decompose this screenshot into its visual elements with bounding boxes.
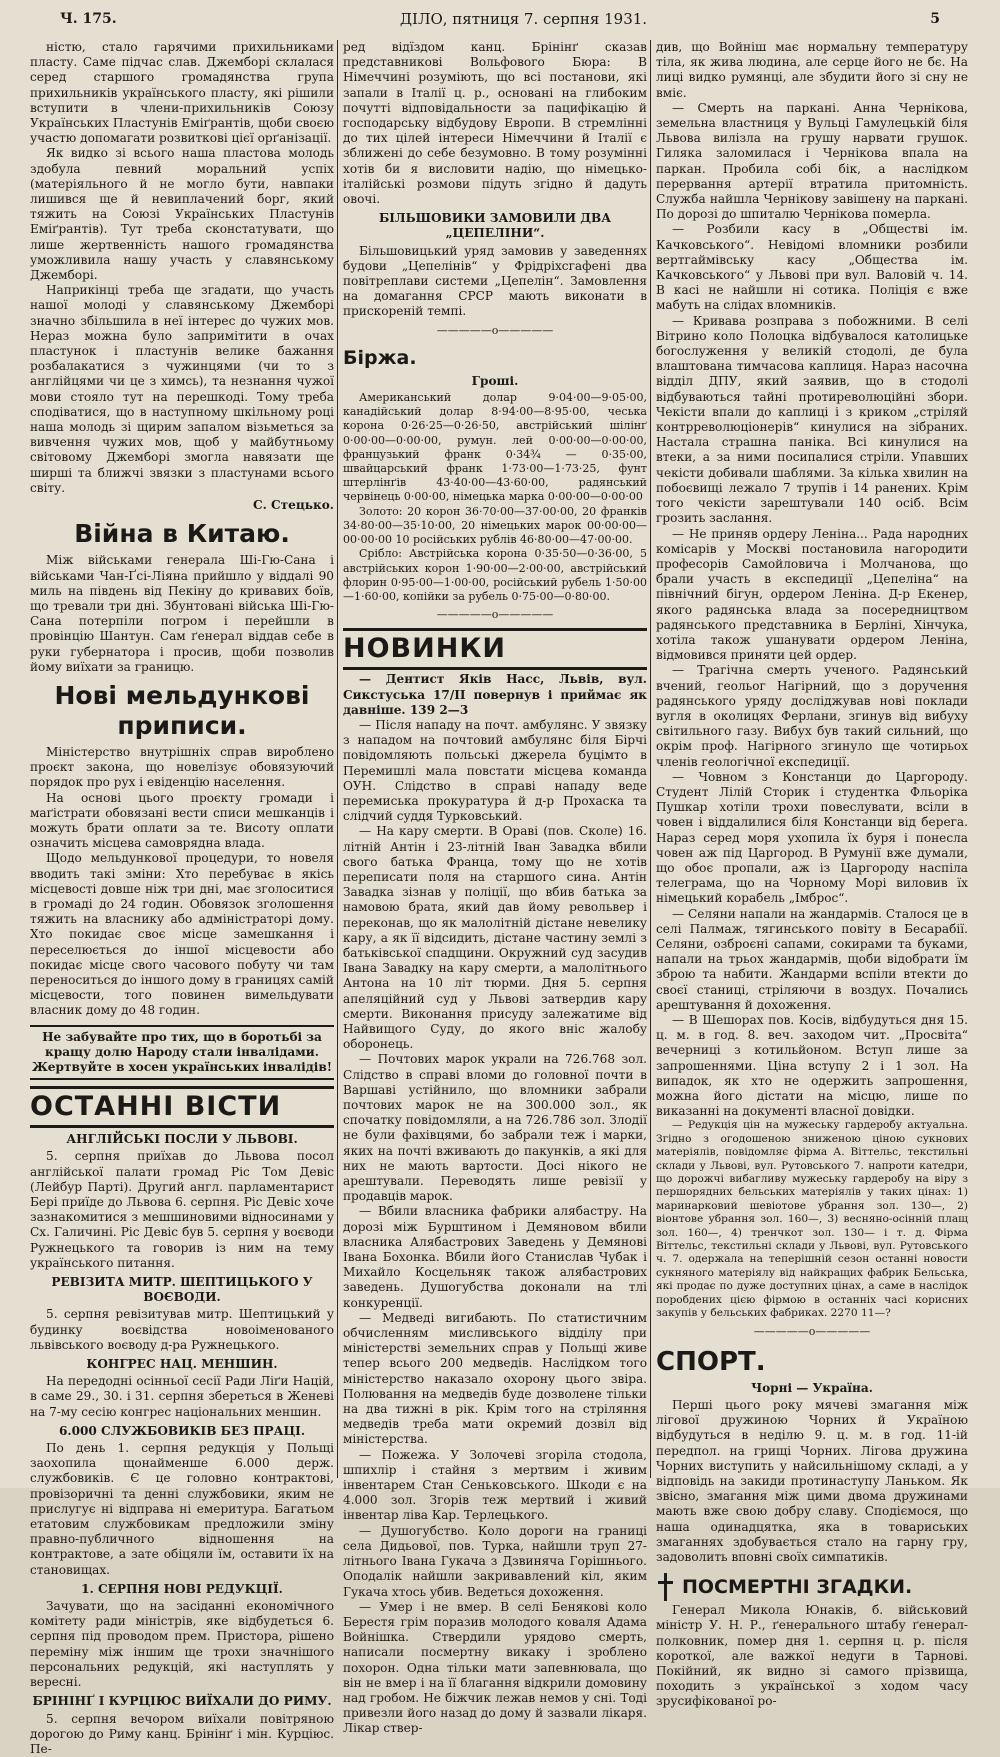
news-item: — Розбили касу в „Обществі ім. Качковського“. Невідомі вломники розбили вертгаймівську касу „Общества ім. Качковського“ у Львові при вул. Валовій ч. 14. В касі не найшли ні сотика. Поліція є вже мабуть на слідах вломників. <box>656 222 968 313</box>
paragraph: Більшовицький уряд замовив у заведеннях будови „Цепелінів“ у Фрідріхсгафені два повітреплави системи „Цепелін“. Замовлення на домагання СРСР мають виконати в прискореній темпі. <box>343 244 647 320</box>
paragraph: Між військами генерала Ші-Гю-Сана і військами Чан-Ґсі-Ліяна прийшло у віддалі 90 миль на південь від Пекіну до кривавих боїв, що тревали три дні. Збунтовані війська Ші-Гю-Сана потерпіли погром і перейшли в провінцію Шантун. Сам ґенерал віддав себе в руки губернатора і просив, щоби позволив йому виїхати за границю. <box>30 553 334 675</box>
news-item: — Човном з Констанци до Царгороду. Студент Лілій Сторик і студентка Фльоріка Пушкар хотіли трохи повеслувати, всіли в човен і віддалилися біля Констанци від берега. Нараз серед моря ухопила їх буря і понесла човен аж під Царгород. В Румунії вже думали, що обоє пропали, аж із Царгороду наспіла телеграма, що на Чорному Морі виловив їх німецький корабель „Імброс“. <box>656 770 968 907</box>
paragraph: Щодо мельдункової процедури, то новеля вводить такі зміни: Хто перебуває в якісь місцевості довше ніж три дні, має зголоситися в громаді до 24 годин. Обовязок зголошення тяжить на власнику або адміністраторі дому. Хто покидає своє місце замешкання і переселюється до іншої місцевости або покидає місце свого часового побуту чи там переноситься до іншого дому в границях самій місцевости, того повинен вимельдувати власник дому до 48 годин. <box>30 851 334 1018</box>
headline-news: НОВИНКИ <box>343 628 647 670</box>
headline-registration: Нові мельдункові приписи. <box>30 681 334 741</box>
subheadline: 6.000 СЛУЖБОВИКІВ БЕЗ ПРАЦІ. <box>30 1424 334 1439</box>
subheadline: АНГЛІЙСЬКІ ПОСЛИ У ЛЬВОВІ. <box>30 1132 334 1147</box>
paragraph: див, що Войніш має нормальну температуру тіла, як жива людина, але серце його не бє. На лиці видко румянці, але збудити його зі сну не вміє. <box>656 40 968 101</box>
divider: —————o————— <box>343 323 647 338</box>
paragraph: Зачувати, що на засіданні економічного комітету ради міністрів, яке відбудеться 6. серпня під проводом прем. Пристора, рішено переміну між іншим ще трохи значнішого персональних редукцій, які наступлять у вересні. <box>30 1599 334 1690</box>
news-item: — Умер і не вмер. В селі Бенякові коло Берестя грім поразив молодого коваля Адама Войнішка. Ствердили урядово смерть, написали посмертну викаку і зроблено похорон. Одна тільки мати запевнювала, що він не вмер і на її благання відкрили домовину над гробом. Не біжчик лежав немов у сні. Тоді привезли його назад до дому й зазвали лікаря. Лікар ствер- <box>343 1600 647 1737</box>
paragraph: 5. серпня приїхав до Львова посол англійської палати громад Ріс Том Девіс (Лейбур Парті). Другий англ. парламентарист Бері приїде до Львова 6. серпня. Ріс Девіс хоче зазнакомитися з мешшиновими відносинами у Сх. Галичині. Ріс Девіс був 5. серпня у воєводи Ружнецького та говорив із ним на тему українського питання. <box>30 1149 334 1271</box>
signature: С. Стецько. <box>30 498 334 513</box>
headline-obituaries: ПОСМЕРТНІ ЗГАДКИ. <box>682 1575 912 1599</box>
subheadline: КОНГРЕС НАЦ. МЕНШИН. <box>30 1357 334 1372</box>
subheadline: 1. СЕРПНЯ НОВІ РЕДУКЦІЇ. <box>30 1582 334 1597</box>
column-2 <box>343 40 647 1478</box>
paragraph: По день 1. серпня редукція у Польщі заохопила щонайменше 6.000 держ. службовиків. Є це головно контрактові, провізоричні та денні службовики, яким не прислугує ні відправа ні емеритура. Багатьом етатовим службовикам предложили зміну правно-публичного відношення на контрактове, а зате обіцяли їм, оставити їх на становищах. <box>30 1441 334 1578</box>
news-item: — На кару смерти. В Оравi (пов. Сколе) 16. літній Антін і 23-літній Іван Завадка вбили свого батька Франца, тому що не хотів переписати поля на старшого сина. Антін Завадка зізнав у поліції, що вбив батька за намовою брата, який дав йому револьвер і переконав, що як малолітній дістане невелику кару, а як її відсидить, дістане частину землі з батьківської спадщини. Окружний суд засудив Івана Завадку на кару смерти, а малолітнього Антона на 10 літ тюрми. Дня 5. серпня апеляційний суд у Львові затвердив кару смерти. Виконання присуду залежатиме від Найвищого Суду, до якого вніс жалобу оборонець. <box>343 824 647 1052</box>
subheadline: БІЛЬШОВИКИ ЗАМОВИЛИ ДВА „ЦЕПЕЛІНИ“. <box>343 211 647 241</box>
paragraph: Наприкінці треба ще згадати, що участь нашої молоді у славянському Джемборі значно збільшила в неї інтерес до чужих мов. Нераз можна було запримітити в очах пластунок і пластунів велике бажання розбалакатися з чужинцями (чи то з англійцями чи це з химсь), та незнання чужої мови стояло тут на перешкоді. Тому треба сподіватися, що в наступному шкільному році наша молодь зі щирим запалом візьметься за вивчення чужих мов, щоб у майбутньому світовому Джемборі змогла навязати ще ширші та ближчі звязки з пластунами всього світу. <box>30 283 334 496</box>
news-item: — В Шешорах пов. Косів, відбудуться дня 15. ц. м. в год. 8. веч. заходом чит. „Просвіта“ вечерниці з котильйоном. Вступ лише за запрошеннями. Ціна вступу 2 і 1 зол. На випадок, як хто не одержить запрошення, можна його дістати на місцю, лише по виказанні на документі власної довідки. <box>656 1013 968 1119</box>
subheadline: РЕВІЗИТА МИТР. ШЕПТИЦЬКОГО У ВОЄВОДИ. <box>30 1275 334 1305</box>
divider: —————o————— <box>343 607 647 622</box>
news-item: — Медведі вигибають. По статистичним обчисленням мисливського відділу при міністерстві земельних справ у Польщі живе тепер всього 200 медведів. Наслідком того міністерство наказало охорону цього звіра. Полювання на медведів буде дозволене тільки на два тижні в рік. Крім того на стріляння медведів треба мати окремий дозвіл від міністерства. <box>343 1311 647 1448</box>
news-item: — Пожежа. У Золочеві згоріла стодола, шпихлір і стайня з мертвим і живим інвентарем Стан Сеньковського. Шкоди є на 4.000 зол. Згорів теж мертвий і живий інвентар ліва Кар. Терлецького. <box>343 1448 647 1524</box>
headline-latest-news: ОСТАННІ ВІСТИ <box>30 1086 334 1128</box>
news-item: — Душогубство. Коло дороги на границі села Дидьової, пов. Турка, найшли труп 27-літнього Івана Гукача з Дзвиняча Горішнього. Оподалік найшли закривавлений кіл, яким Гукача хтось убив. Ведеться дохоження. <box>343 1524 647 1600</box>
paragraph: На передодні осінньої сесії Ради Ліґи Націй, в саме 29., 30. і 31. серпня збереться в Женеві на 7-му сесію конгрес національних меншин. <box>30 1374 334 1420</box>
page-number-left: Ч. 175. <box>60 11 117 27</box>
paragraph: На основі цього проєкту громади і маґістрати обовязані вести списи мешканців і можуть брати оплати за те. Висоту оплати означить місцева самоврядна влада. <box>30 791 334 852</box>
news-item: — Вбили власника фабрики алябастру. На дорозі між Бурштином і Демяновом вбили власника Алябастрових Заведень у Демянові Івана Бохонка. Вбили його Станислав Чубак і Михайло Косцельняк також алябастрових заведень. Душогубства доконали на тлі конкуренції. <box>343 1204 647 1310</box>
paragraph: 5. серпня ревізитував митр. Шептицький у будинку воєвідства новоіменованого львівського воєводу д-ра Ружнецького. <box>30 1307 334 1353</box>
paragraph: Як видко зі всього наша пластова молодь здобула певний моральний успіх (матеріяльного й не могло бути, навпаки лишився ще й невиплачений борг, який тяжить на Союзі Українських Пластунів Еміґрантів). Тут треба сконстатувати, що лише жертвенність нашого громадянства уможливила нашу участь у славянському Джемборі. <box>30 146 334 283</box>
invalids-notice: Не забувайте про тих, що в боротьбі за кращу долю Народу стали інвалідами. Жертвуйте в хосен українських інвалідів! <box>30 1025 334 1081</box>
column-1 <box>30 40 334 1478</box>
news-item: — Кривава розправа з побожними. В селі Вітрино коло Полоцка відбувалося католицьке богослуження у великій стодолі, де була влаштована тимчасова каплиця. Нараз насочна відділ ДПУ, який заявив, що в стодолі відбуваються тайні протиреволюційні збори. Чекісти впали до каплиці і з криком „стріляй контрреволюціонерів“ кинулися на зібраних. Настала страшна паніка. Всі кинулися на втеки, а за ними посипалися стріли. Упавших чекісти добивали шаблями. За кілька хвилин на побоєвищі лежало 7 трупів і 14 ранених. Крім того чекісти зарештували 140 осіб. Всім грозить заслання. <box>656 314 968 527</box>
news-item: — Не приняв ордеру Леніна... Рада народних комісарів у Москві постановила нагородити професорів Самойловича і Молчанова, що брали участь в експедиції „Цепеліна“ на північний бігун, ордером Леніна. Д-р Екенер, якого радянська влада за посередництвом радянського представника в Берліні, Хінчука, хотіла також ушанувати ордером Леніна, відмовився приняти цей ордер. <box>656 527 968 664</box>
dentist-ad: — Дентист Яків Насс, Львів, вул. Сикстуська 17/ІІ повернув і приймає як давніше. 139 2—3 <box>343 672 647 718</box>
news-item: — Почтових марок украли на 726.768 зол. Слідство в справі вломи до головної почти в Варшаві устійнило, що вломники забрали почтових марок не на 300.000 зол., як спочатку повідомляли, а на 726.786 зол. Злодії не були фахівцями, бо забрали теж і марки, яких на почті вживають до пакунків, а які для них не мають вартости. Досі нікого не арештували. Переводять лише ревізії у продавців марок. <box>343 1052 647 1204</box>
paragraph: ністю, стало гарячими прихильниками пласту. Саме підчас слав. Джемборі склалася серед старшого громадянства група прихильників українського пласту, які рішили вступити в члени-прихильників Союзу Українських Пластунів Еміґрантів, щоби своєю участю допомагати розвиткові цієї орґанізації. <box>30 40 334 146</box>
headline-exchange: Біржа. <box>343 346 647 370</box>
divider: —————o————— <box>656 1324 968 1339</box>
paragraph: Міністерство внутрішніх справ вироблено проєкт закона, що новелізує обовязуючий порядок про рух і евіденцію населення. <box>30 745 334 791</box>
gold-rates: Золото: 20 корон 36·70·00—37·00·00, 20 франків 34·80·00—35·10·00, 20 німецьких марок 00·00·00—00·00·00 10 російських рублів 46·80·00—47·00·00. <box>343 505 647 548</box>
paragraph: Генерал Микола Юнаків, б. військовий міністр У. Н. Р., ґенерального штабу ґенерал-полковник, помер дня 1. серпня ц. р. після короткої, але важкої недуги в Тарнові. Покійний, як видно зі самого прізвища, походить з української з ходом часу зрусифікованої ро- <box>656 1603 968 1709</box>
masthead: ДІЛО, пятниця 7. серпня 1931. <box>400 10 647 28</box>
headline-sport: СПОРТ. <box>656 1347 968 1377</box>
news-item: — Смерть на паркані. Анна Чернікова, земельна властниця у Вульці Гамулецькій біля Львова вилізла на грушу нарвати грушок. Гиляка заломилася і Чернікова впала на паркан. Пробила собі бік, а наслідком перервання артерії втратила притомність. Служба найшла Чернікову завішену на паркані. По дорозі до шпиталю Чернікова померла. <box>656 101 968 223</box>
subheadline: Чорні — Україна. <box>656 1381 968 1396</box>
column-3 <box>656 40 968 1478</box>
news-item: — Трагічна смерть ученого. Радянський вчений, геольог Нагірний, що з доручення радянського уряду досліджував нові поклади вугля в околицях Ферлани, згинув від вибуху світильного газу. Вибух був такий сильний, що окрім проф. Нагірного згинуло ще чотирьох членів геологічної експедиції. <box>656 663 968 769</box>
subheadline-money: Гроші. <box>343 374 647 389</box>
money-rates: Американський долар 9·04·00—9·05·00, канадійський долар 8·94·00—8·95·00, чеська корона 0·26·25—0·26·50, австрійський шілінґ 0·00·00—0·00·00, румун. лей 0·00·00—0·00·00, французький франк 0·34¾ — 0·35·00, швайцарський франк 1·73·00—1·73·25, фунт штерлінґів 43·40·00—43·60·00, радянський червінець 0·00·00, німецька марка 0·00·00—0·00·00 <box>343 391 647 505</box>
silver-rates: Срібло: Австрійська корона 0·35·50—0·36·00, 5 австрійських корон 1·90·00—2·00·00, австрійський флорин 0·95·00—1·00·00, російський рубель 1·50·00—1·60·00, копійки за рубель 0·75·00—0·80·00. <box>343 547 647 604</box>
paragraph: ред відїздом канц. Брінінґ сказав представникові Вольфового Бюра: В Німеччині розуміють, що всі постанови, які запали в Італії ц. р., основані на глибоким почутті відповідальности за пацифікацію й господарську відбудову Европи. В стремлінні до тих цілей інтереси Німеччини й Італії є зближені до себе безумовно. В тому розумінні хотів би я висловити надію, що німецько-італійські розмови підуть згідно й дадуть овочі. <box>343 40 647 207</box>
column-rule <box>337 40 338 1478</box>
page-number-right: 5 <box>930 11 940 27</box>
news-item: — Селяни напали на жандармів. Сталося це в селі Палмаж, тягинського повіту в Бесарабії. Селяни, озброєні сапами, сокирами та буками, напали на трьох жандармів, щоби відобрати їм зброю та набити. Жандарми вспіли втекти до своєї станиці, стріляючи в воздух. Почались арештування й дохоження. <box>656 907 968 1013</box>
subheadline: БРІНІНҐ І КУРЦІЮС ВИЇХАЛИ ДО РИМУ. <box>30 1694 334 1709</box>
page-header <box>60 8 940 30</box>
advertisement: — Редукція цін на мужеську гардеробу актуальна. Згідно з огодошеною зниженою ціною сукнових матеріялів, повідомляє фірма А. Віттельс, текстильні склади у Львові, вул. Рутовського 7. напроти катедри, що дорожчі вибагливу мужеську гардеробу на віру з першорядних бельських матеріялів у таких цінах: 1) маринарковий шевіотове убрання зол. 130—, 2) віонтове убрання зол. 160—, 3) весняно-осінній плащ зол. 160—, 4) тренчкот зол. 130— і т. д. Фірма Віттельс, текстильні склади у Львові, вул. Рутовського ч. 7. одержала на теперішній сезон останні новости сукняного матеріялу від найкращих фабрик Бельська, які продає по дуже доступних цінах, а саме в наслідок поробдених цією фірмою в останніх часі корисних закупів у бельських фабриках. 2270 11—? <box>656 1119 968 1320</box>
news-item: — Після нападу на почт. амбулянс. У звязку з нападом на почтовий амбулянс біля Бірчі повідомляють польські джерела буцімто в Перемишлі мала повстати місцева команда ОУН. Слідство в справі нападу веде перемиська прокуратура й д-р Прохаска та слідчий суддя Турковський. <box>343 718 647 824</box>
column-rule <box>650 40 651 1478</box>
orthodox-cross-icon <box>656 1573 674 1601</box>
paragraph: 5. серпня вечором виїхали повітряною дорогою до Риму канц. Брінінґ і мін. Курціюс. Пе- <box>30 1712 334 1757</box>
obituary-heading <box>656 1573 968 1601</box>
headline-war: Війна в Китаю. <box>30 519 334 549</box>
paragraph: Перші цього року мячеві змагання між лігової дружиною Чорних й Україною відбудуться в неділю 9. ц. м. в год. 11-ій передпол. на грищі Чорних. Лігова дружина Чорних виступить у найсильнішому складі, а у відповідь на закиди протинаступу Ланьком. Як звісно, змагання між цими двома дружинами мають вже свою добру славу. Сподіємося, що наша одинадцятка, яка в товариських змаганнях здобувається стало на гарну гру, задоволить вповні своїх симпатиків. <box>656 1398 968 1565</box>
